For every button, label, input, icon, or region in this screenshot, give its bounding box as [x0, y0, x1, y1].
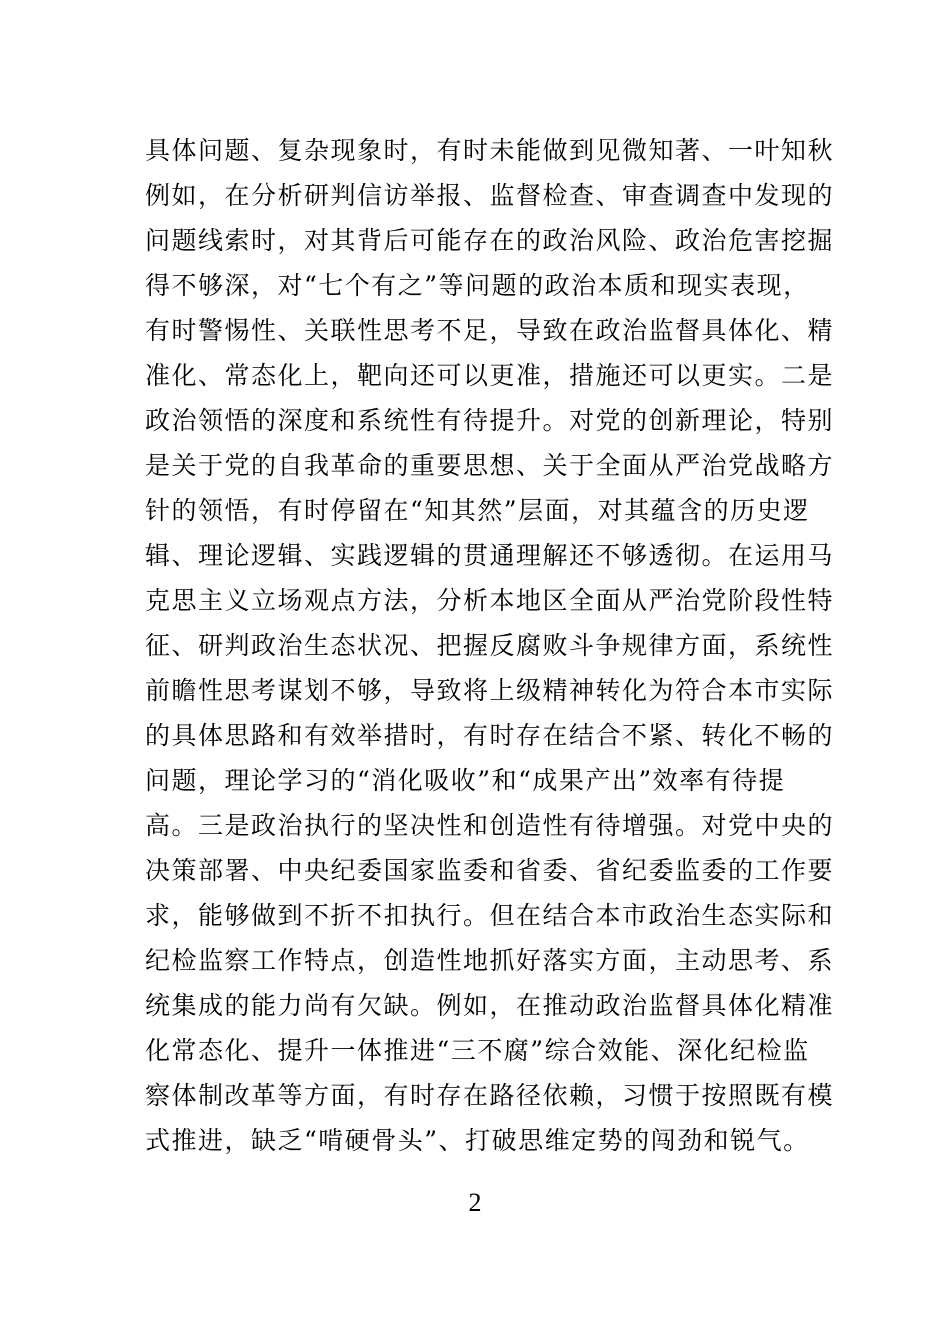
text-line: 察体制改革等方面，有时存在路径依赖，习惯于按照既有模	[145, 1081, 835, 1110]
text-line: 纪检监察工作特点，创造性地抓好落实方面，主动思考、系	[145, 946, 835, 975]
text-line: 得不够深，对“七个有之”等问题的政治本质和现实表现，	[145, 271, 810, 300]
text-line: 辑、理论逻辑、实践逻辑的贯通理解还不够透彻。在运用马	[145, 541, 835, 570]
text-line: 是关于党的自我革命的重要思想、关于全面从严治党战略方	[145, 451, 835, 480]
text-line: 化常态化、提升一体推进“三不腐”综合效能、深化纪检监	[145, 1036, 810, 1065]
text-line: 前瞻性思考谋划不够，导致将上级精神转化为符合本市实际	[145, 676, 835, 705]
text-line: 具体问题、复杂现象时，有时未能做到见微知著、一叶知秋	[145, 136, 835, 165]
text-line: 式推进，缺乏“啃硬骨头”、打破思维定势的闯劲和锐气。	[145, 1126, 810, 1155]
text-line: 问题线索时，对其背后可能存在的政治风险、政治危害挖掘	[145, 226, 835, 255]
text-line: 问题，理论学习的“消化吸收”和“成果产出”效率有待提	[145, 766, 786, 795]
text-line: 的具体思路和有效举措时，有时存在结合不紧、转化不畅的	[145, 721, 835, 750]
text-line: 针的领悟，有时停留在“知其然”层面，对其蕴含的历史逻	[145, 496, 810, 525]
text-line: 有时警惕性、关联性思考不足，导致在政治监督具体化、精	[145, 316, 835, 345]
page-number: 2	[468, 1188, 482, 1217]
text-line: 决策部署、中央纪委国家监委和省委、省纪委监委的工作要	[145, 856, 835, 885]
text-line: 克思主义立场观点方法，分析本地区全面从严治党阶段性特	[145, 586, 835, 615]
body-text	[145, 128, 835, 1163]
text-line: 求，能够做到不折不扣执行。但在结合本市政治生态实际和	[145, 901, 835, 930]
text-line: 例如，在分析研判信访举报、监督检查、审查调查中发现的	[145, 181, 835, 210]
text-line: 统集成的能力尚有欠缺。例如，在推动政治监督具体化精准	[145, 991, 835, 1020]
text-line: 准化、常态化上，靶向还可以更准，措施还可以更实。二是	[145, 361, 835, 390]
text-line: 征、研判政治生态状况、把握反腐败斗争规律方面，系统性	[145, 631, 835, 660]
text-line: 政治领悟的深度和系统性有待提升。对党的创新理论，特别	[145, 406, 835, 435]
text-line: 高。三是政治执行的坚决性和创造性有待增强。对党中央的	[145, 811, 835, 840]
